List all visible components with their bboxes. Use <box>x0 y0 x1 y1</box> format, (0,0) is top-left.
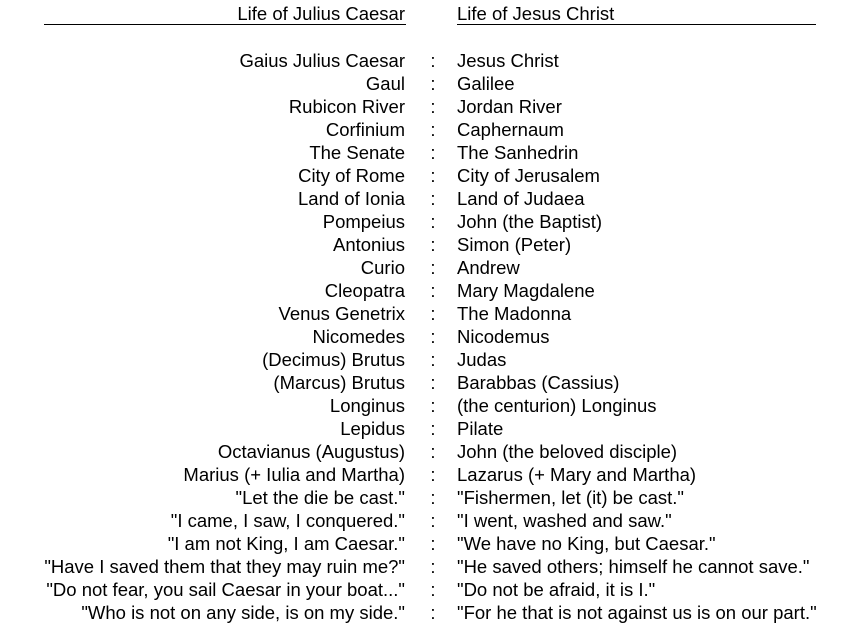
table-row <box>0 325 859 348</box>
christ-cell: The Madonna <box>457 303 572 324</box>
table-row <box>0 578 859 601</box>
christ-cell: City of Jerusalem <box>457 165 600 186</box>
christ-cell: "Do not be afraid, it is I." <box>457 579 656 600</box>
caesar-cell: Land of Ionia <box>298 188 405 209</box>
christ-cell: "He saved others; himself he cannot save." <box>457 556 810 577</box>
caesar-cell: Gaul <box>365 73 405 94</box>
separator-colon: : <box>430 280 436 301</box>
comparison-table <box>0 49 859 624</box>
table-row <box>0 164 859 187</box>
christ-cell: John (the beloved disciple) <box>457 441 678 462</box>
christ-cell: "I went, washed and saw." <box>457 510 672 531</box>
table-row <box>0 555 859 578</box>
christ-cell: Lazarus (+ Mary and Martha) <box>457 464 697 485</box>
table-row <box>0 95 859 118</box>
separator-colon: : <box>430 349 436 370</box>
caesar-cell: Nicomedes <box>312 326 405 347</box>
header-underline-right <box>457 24 816 25</box>
separator-colon: : <box>430 579 436 600</box>
caesar-cell: "I am not King, I am Caesar." <box>167 533 405 554</box>
table-row <box>0 187 859 210</box>
table-row <box>0 233 859 256</box>
separator-colon: : <box>430 602 436 623</box>
caesar-cell: Lepidus <box>340 418 405 439</box>
christ-cell: "We have no King, but Caesar." <box>457 533 716 554</box>
separator-colon: : <box>430 165 436 186</box>
caesar-cell: Pompeius <box>322 211 405 232</box>
table-row <box>0 118 859 141</box>
separator-colon: : <box>430 96 436 117</box>
caesar-cell: (Decimus) Brutus <box>262 349 405 370</box>
caesar-cell: The Senate <box>309 142 405 163</box>
caesar-cell: "Have I saved them that they may ruin me?" <box>44 556 405 577</box>
table-row <box>0 440 859 463</box>
christ-cell: (the centurion) Longinus <box>457 395 657 416</box>
separator-colon: : <box>430 556 436 577</box>
separator-colon: : <box>430 211 436 232</box>
separator-colon: : <box>430 257 436 278</box>
separator-colon: : <box>430 234 436 255</box>
separator-colon: : <box>430 487 436 508</box>
christ-cell: Barabbas (Cassius) <box>457 372 620 393</box>
table-row <box>0 486 859 509</box>
table-row <box>0 302 859 325</box>
caesar-cell: Marius (+ Iulia and Martha) <box>183 464 405 485</box>
header-julius-caesar: Life of Julius Caesar <box>237 3 405 24</box>
christ-cell: Land of Judaea <box>457 188 585 209</box>
christ-cell: Jesus Christ <box>457 50 559 71</box>
caesar-cell: "I came, I saw, I conquered." <box>170 510 405 531</box>
table-row <box>0 49 859 72</box>
separator-colon: : <box>430 303 436 324</box>
caesar-cell: Cleopatra <box>324 280 405 301</box>
christ-cell: Judas <box>457 349 507 370</box>
christ-cell: Caphernaum <box>457 119 564 140</box>
separator-colon: : <box>430 188 436 209</box>
table-row <box>0 601 859 624</box>
caesar-cell: Rubicon River <box>288 96 405 117</box>
christ-cell: Jordan River <box>457 96 562 117</box>
separator-colon: : <box>430 326 436 347</box>
table-row <box>0 279 859 302</box>
separator-colon: : <box>430 510 436 531</box>
table-row <box>0 141 859 164</box>
table-row <box>0 371 859 394</box>
caesar-cell: "Who is not on any side, is on my side." <box>81 602 405 623</box>
table-row <box>0 463 859 486</box>
caesar-cell: Antonius <box>333 234 405 255</box>
table-header <box>0 3 859 25</box>
christ-cell: "For he that is not against us is on our part." <box>457 602 817 623</box>
table-row <box>0 72 859 95</box>
christ-cell: Simon (Peter) <box>457 234 572 255</box>
caesar-cell: Gaius Julius Caesar <box>239 50 405 71</box>
caesar-cell: Octavianus (Augustus) <box>217 441 405 462</box>
separator-colon: : <box>430 119 436 140</box>
header-underline-left <box>44 24 406 25</box>
table-row <box>0 394 859 417</box>
table-row <box>0 417 859 440</box>
caesar-cell: Venus Genetrix <box>278 303 405 324</box>
separator-colon: : <box>430 441 436 462</box>
header-jesus-christ: Life of Jesus Christ <box>457 3 615 24</box>
separator-colon: : <box>430 73 436 94</box>
separator-colon: : <box>430 464 436 485</box>
separator-colon: : <box>430 418 436 439</box>
christ-cell: "Fishermen, let (it) be cast." <box>457 487 684 508</box>
caesar-cell: City of Rome <box>298 165 405 186</box>
table-row <box>0 509 859 532</box>
table-row <box>0 256 859 279</box>
christ-cell: Galilee <box>457 73 515 94</box>
separator-colon: : <box>430 533 436 554</box>
caesar-cell: (Marcus) Brutus <box>273 372 405 393</box>
christ-cell: The Sanhedrin <box>457 142 579 163</box>
christ-cell: Pilate <box>457 418 504 439</box>
christ-cell: Andrew <box>457 257 520 278</box>
separator-colon: : <box>430 372 436 393</box>
separator-colon: : <box>430 395 436 416</box>
separator-colon: : <box>430 142 436 163</box>
caesar-cell: Corfinium <box>325 119 405 140</box>
caesar-cell: "Let the die be cast." <box>235 487 405 508</box>
table-row <box>0 532 859 555</box>
christ-cell: Mary Magdalene <box>457 280 595 301</box>
table-row <box>0 348 859 371</box>
caesar-cell: Curio <box>360 257 405 278</box>
table-row <box>0 210 859 233</box>
christ-cell: Nicodemus <box>457 326 550 347</box>
caesar-cell: Longinus <box>329 395 405 416</box>
caesar-cell: "Do not fear, you sail Caesar in your boat..." <box>46 579 405 600</box>
separator-colon: : <box>430 50 436 71</box>
christ-cell: John (the Baptist) <box>457 211 602 232</box>
